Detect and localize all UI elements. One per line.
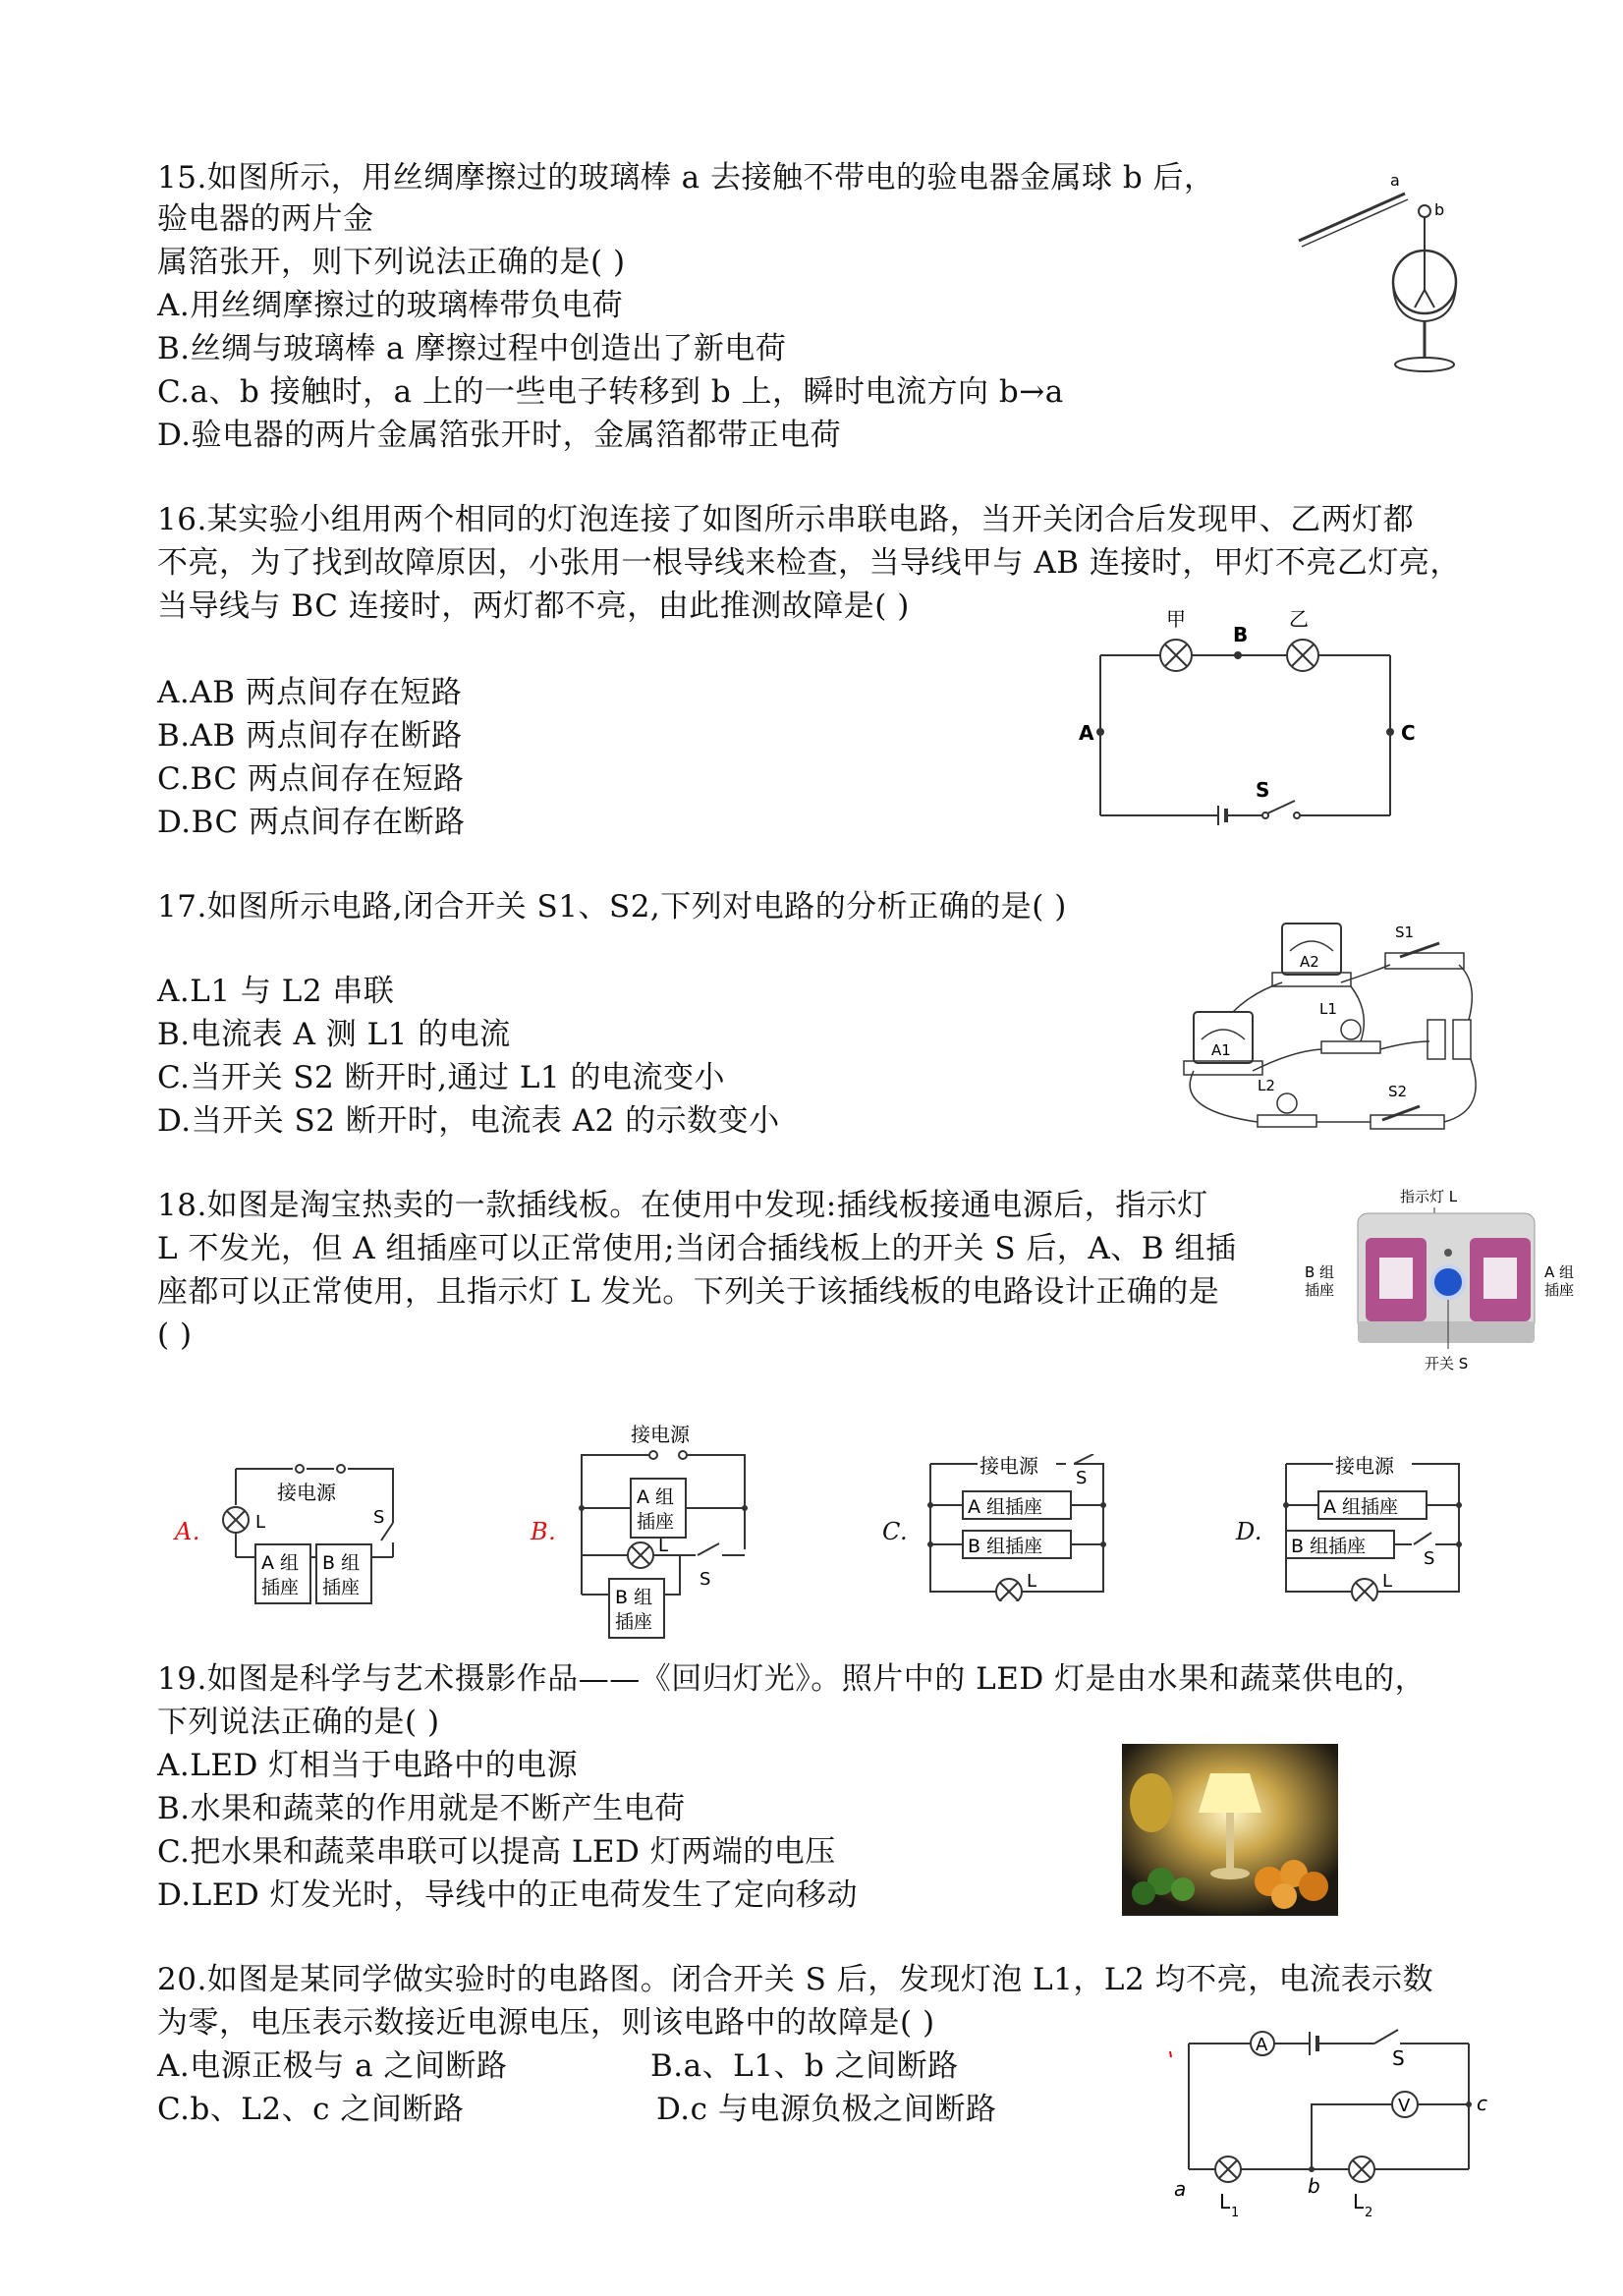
opt-a-groupB-l2: 插座 <box>322 1577 361 1598</box>
q16-line-1: 16.某实验小组用两个相同的灯泡连接了如图所示串联电路，当开关闭合后发现甲、乙两灯都 <box>157 502 1415 537</box>
opt-b-groupB-l1: B 组 <box>615 1587 653 1608</box>
point-c-label: c <box>1477 2092 1487 2115</box>
opt-a-lamp-label: L <box>255 1512 266 1533</box>
opt-c-groupA: A 组插座 <box>968 1496 1043 1518</box>
opt-d-groupB: B 组插座 <box>1291 1536 1367 1557</box>
ammeter-label: A <box>1256 2035 1268 2055</box>
opt-a-groupA-l1: A 组 <box>261 1552 300 1574</box>
lamp-l1-label: L1 <box>1319 1000 1337 1018</box>
q15-line-3: 属箔张开，则下列说法正确的是( ) <box>157 245 626 280</box>
q17-option-c: C.当开关 S2 断开时,通过 L1 的电流变小 <box>157 1060 726 1095</box>
q20-circuit-figure <box>1164 2024 1503 2225</box>
q17-option-a: A.L1 与 L2 串联 <box>157 974 395 1009</box>
opt-d-power-label: 接电源 <box>1335 1454 1394 1478</box>
q18-option-c-letter: C. <box>882 1518 909 1545</box>
meter-a1-label: A1 <box>1211 1041 1231 1059</box>
q18-line-1: 18.如图是淘宝热卖的一款插线板。在使用中发现:插线板接通电源后，指示灯 <box>157 1188 1208 1223</box>
lamp-l2-label: L2 <box>1258 1077 1275 1094</box>
switch-s2-label: S2 <box>1388 1083 1408 1100</box>
q15-option-b: B.丝绸与玻璃棒 a 摩擦过程中创造出了新电荷 <box>157 331 787 366</box>
q20-option-a: A.电源正极与 a 之间断路 <box>157 2048 508 2084</box>
switch-s1-label: S1 <box>1395 924 1415 941</box>
point-a-label: a <box>1174 2177 1187 2201</box>
q20-option-c: C.b、L2、c 之间断路 <box>157 2092 465 2127</box>
power-strip-photo <box>1297 1184 1592 1380</box>
ball-label-b: b <box>1434 200 1445 219</box>
q19-line-1: 19.如图是科学与艺术摄影作品——《回归灯光》。照片中的 LED 灯是由水果和蔬菜供电的， <box>157 1661 1427 1697</box>
opt-b-lamp-label: L <box>658 1536 669 1556</box>
q20-line-1: 20.如图是某同学做实验时的电路图。闭合开关 S 后，发现灯泡 L1，L2 均不亮，电流表示数 <box>157 1962 1434 1997</box>
q18-option-b-letter: B. <box>531 1518 557 1545</box>
q16-option-c: C.BC 两点间存在短路 <box>157 761 465 797</box>
opt-c-lamp-label: L <box>1027 1571 1037 1592</box>
lamp-jia-label: 甲 <box>1166 607 1186 631</box>
photo-label-b-group-1: B 组 <box>1305 1263 1335 1281</box>
photo-label-switch: 开关 S <box>1425 1355 1469 1372</box>
opt-a-power-label: 接电源 <box>277 1481 336 1504</box>
photo-label-b-group-2: 插座 <box>1305 1281 1335 1299</box>
q19-option-d: D.LED 灯发光时，导线中的正电荷发生了定向移动 <box>157 1877 859 1913</box>
q15-option-a: A.用丝绸摩擦过的玻璃棒带负电荷 <box>157 288 624 323</box>
led-fruit-photo <box>1122 1744 1338 1916</box>
q18-option-d-letter: D. <box>1236 1518 1263 1545</box>
opt-c-groupB: B 组插座 <box>968 1536 1043 1557</box>
q17-line-1: 17.如图所示电路,闭合开关 S1、S2,下列对电路的分析正确的是( ) <box>157 889 1067 924</box>
meter-a2-label: A2 <box>1300 953 1319 971</box>
opt-a-switch-label: S <box>373 1507 385 1528</box>
lamp-yi-label: 乙 <box>1289 607 1309 631</box>
rod-label-a: a <box>1390 172 1400 190</box>
opt-a-groupB-l1: B 组 <box>322 1552 361 1574</box>
point-c-label: C <box>1401 721 1416 745</box>
physical-circuit-figure <box>1174 914 1498 1145</box>
q18-line-2: L 不发光，但 A 组插座可以正常使用;当闭合插线板上的开关 S 后，A、B 组插 <box>157 1231 1237 1266</box>
q15-option-c: C.a、b 接触时，a 上的一些电子转移到 b 上，瞬时电流方向 b→a <box>157 374 1064 410</box>
q15-line-1: 15.如图所示，用丝绸摩擦过的玻璃棒 a 去接触不带电的验电器金属球 b 后， <box>157 160 1215 196</box>
point-b-label: B <box>1233 623 1249 646</box>
opt-b-groupA-l1: A 组 <box>637 1486 675 1508</box>
q16-line-3: 当导线与 BC 连接时，两灯都不亮，由此推测故障是( ) <box>157 588 910 624</box>
photo-label-indicator: 指示灯 L <box>1400 1188 1458 1205</box>
q18-option-d-circuit <box>1274 1454 1471 1601</box>
lamp-l2-subscript: 2 <box>1365 2206 1373 2220</box>
q16-option-b: B.AB 两点间存在断路 <box>157 718 463 754</box>
opt-c-switch-label: S <box>1076 1468 1088 1488</box>
switch-s-label: S <box>1256 778 1270 802</box>
opt-b-groupB-l2: 插座 <box>615 1611 653 1633</box>
q18-option-a-letter: A. <box>175 1518 200 1545</box>
lamp-l1-subscript: 1 <box>1231 2206 1240 2220</box>
q15-line-2: 验电器的两片金 <box>157 201 374 237</box>
voltmeter-label: V <box>1398 2096 1411 2116</box>
opt-a-groupA-l2: 插座 <box>261 1577 300 1598</box>
point-b-label: b <box>1308 2174 1320 2198</box>
q19-option-b: B.水果和蔬菜的作用就是不断产生电荷 <box>157 1791 686 1826</box>
q16-option-d: D.BC 两点间存在断路 <box>157 805 466 840</box>
q19-option-c: C.把水果和蔬菜串联可以提高 LED 灯两端的电压 <box>157 1834 836 1870</box>
electroscope-figure <box>1287 172 1483 383</box>
series-circuit-figure <box>1071 604 1444 825</box>
photo-label-a-group-1: A 组 <box>1544 1263 1575 1281</box>
q20-option-b: B.a、L1、b 之间断路 <box>650 2048 959 2084</box>
photo-label-a-group-2: 插座 <box>1544 1281 1575 1299</box>
q19-option-a: A.LED 灯相当于电路中的电源 <box>157 1748 579 1783</box>
lamp-l2-label: L <box>1353 2190 1365 2213</box>
opt-b-power-label: 接电源 <box>631 1423 690 1446</box>
q15-option-d: D.验电器的两片金属箔张开时，金属箔都带正电荷 <box>157 418 842 453</box>
q18-line-4: ( ) <box>157 1317 193 1353</box>
opt-b-switch-label: S <box>700 1569 711 1590</box>
q17-option-d: D.当开关 S2 断开时，电流表 A2 的示数变小 <box>157 1103 780 1139</box>
q16-option-a: A.AB 两点间存在短路 <box>157 675 463 710</box>
opt-b-groupA-l2: 插座 <box>637 1511 675 1533</box>
switch-s-label: S <box>1392 2046 1405 2070</box>
q18-option-c-circuit <box>919 1454 1115 1601</box>
opt-d-groupA: A 组插座 <box>1323 1496 1399 1518</box>
q20-option-d: D.c 与电源负极之间断路 <box>656 2092 997 2127</box>
q20-line-2: 为零，电压表示数接近电源电压，则该电路中的故障是( ) <box>157 2005 935 2041</box>
q18-option-b-circuit <box>570 1420 766 1646</box>
opt-c-power-label: 接电源 <box>979 1454 1038 1478</box>
opt-d-switch-label: S <box>1424 1548 1435 1569</box>
q16-line-2: 不亮，为了找到故障原因，小张用一根导线来检查，当导线甲与 AB 连接时，甲灯不亮乙灯亮， <box>157 545 1461 581</box>
q18-line-3: 座都可以正常使用，且指示灯 L 发光。下列关于该插线板的电路设计正确的是 <box>157 1274 1220 1310</box>
q18-option-a-circuit <box>206 1454 413 1616</box>
q17-option-b: B.电流表 A 测 L1 的电流 <box>157 1017 511 1052</box>
lamp-l1-label: L <box>1219 2190 1231 2213</box>
opt-d-lamp-label: L <box>1382 1571 1393 1592</box>
point-a-label: A <box>1079 721 1094 745</box>
q19-line-2: 下列说法正确的是( ) <box>157 1705 440 1740</box>
